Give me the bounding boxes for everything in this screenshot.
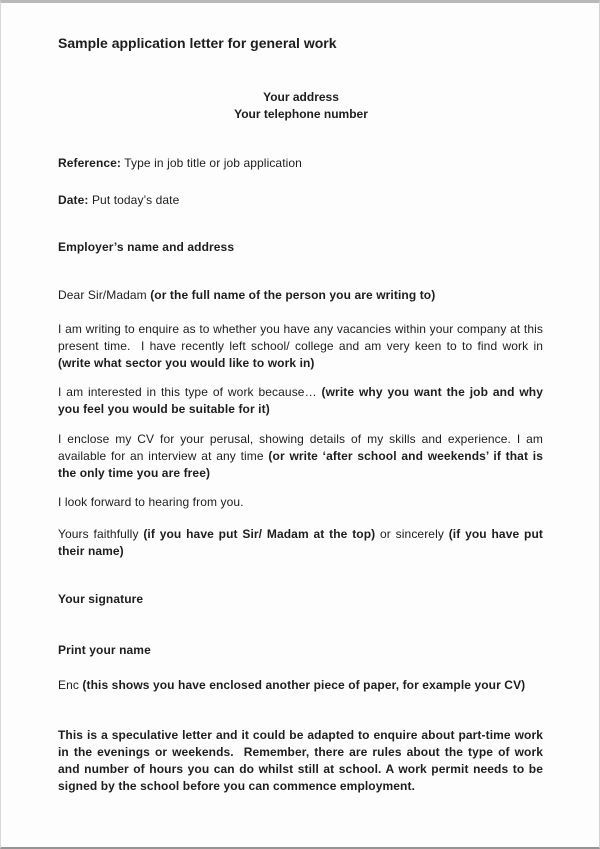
enquiry-text: I am writing to enquire as to whether you have any vacancies within your company at this present time. I have recently left school/ college and am very keen to to find work in [58, 322, 543, 353]
speculative-note: This is a speculative letter and it could be adapted to enquire about part-time work in the evenings or weekends. Remember, there are rules about the type of work and number of hours you can do whilst still at school. A work permit needs to be signed by the school before you can commence employment. [58, 728, 543, 793]
date-text: Put today’s date [88, 193, 180, 207]
reference-line [58, 155, 543, 172]
cv-text: I enclose my CV for your perusal, showing details of my skills and experience. I am available for an interview at any time [58, 432, 543, 463]
cv-instruction: (or write ‘after school and weekends’ if that is the only time you are free) [58, 449, 543, 480]
greeting-text: Dear Sir/Madam [58, 288, 151, 302]
closing-text-2: or sincerely [375, 527, 449, 541]
date-label: Date: [58, 193, 89, 207]
print-name-heading: Print your name [58, 643, 151, 657]
greeting-line [58, 287, 543, 304]
enclosure-line [58, 677, 543, 694]
page-title: Sample application letter for general work [58, 35, 337, 51]
enclosure-text: Enc [58, 678, 83, 692]
sender-address-block [1, 89, 600, 123]
paragraph-enquiry [58, 321, 543, 372]
sender-telephone-line: Your telephone number [234, 107, 368, 121]
date-line [58, 192, 543, 209]
reference-label: Reference: [58, 156, 122, 170]
reference-text: Type in job title or job application [121, 156, 302, 170]
interest-text: I am interested in this type of work because… [58, 385, 322, 399]
paragraph-interest [58, 384, 543, 418]
signature-heading: Your signature [58, 592, 144, 606]
closing-text-1: Yours faithfully [58, 527, 144, 541]
paragraph-look-forward: I look forward to hearing from you. [58, 495, 244, 509]
enquiry-instruction: (write what sector you would like to work in) [58, 356, 315, 370]
paragraph-cv [58, 431, 543, 482]
closing-instruction-2: (if you have put their name) [58, 527, 543, 558]
interest-instruction: (write why you want the job and why you feel you would be suitable for it) [58, 385, 544, 416]
closing-instruction-1: (if you have put Sir/ Madam at the top) [143, 527, 376, 541]
employer-heading: Employer’s name and address [58, 240, 235, 254]
sender-address-line: Your address [263, 90, 339, 104]
greeting-instruction: (or the full name of the person you are writing to) [150, 288, 436, 302]
closing-line [58, 526, 543, 560]
enclosure-instruction: (this shows you have enclosed another piece of paper, for example your CV) [82, 678, 526, 692]
